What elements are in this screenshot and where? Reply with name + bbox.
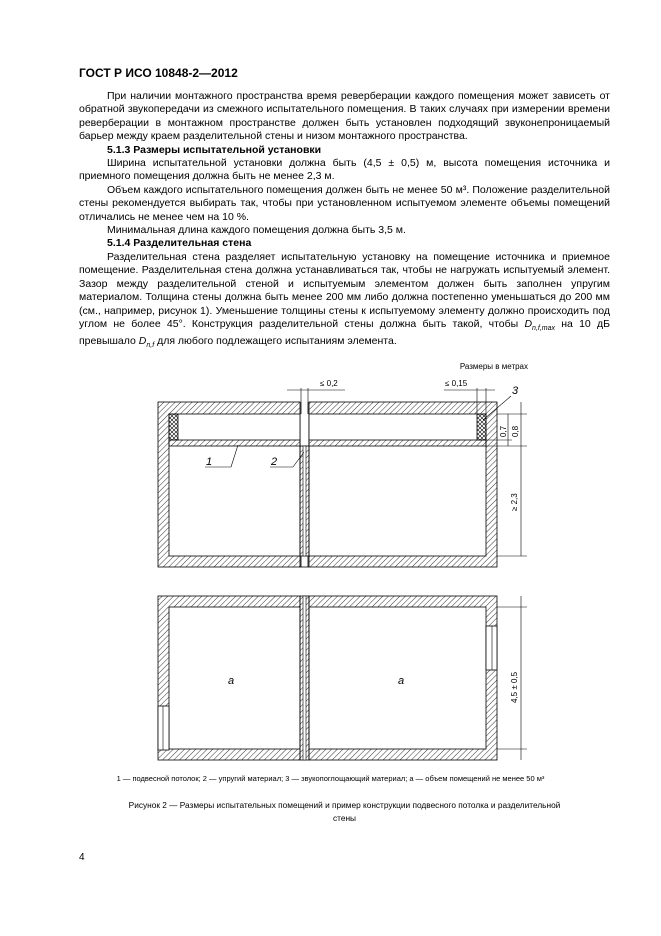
- paragraph-min-length: Минимальная длина каждого помещения должна быть 3,5 м.: [107, 224, 406, 237]
- door-right: [486, 626, 497, 670]
- units-note: Размеры в метрах: [459, 362, 528, 371]
- absorbing-material-left: [169, 414, 178, 440]
- label-1: 1: [206, 456, 213, 468]
- label-3: 3: [512, 385, 519, 397]
- plan-view: [158, 596, 527, 760]
- paragraph-width-height: Ширина испытательной установки должна быть (4,5 ± 0,5) м, высота помещения источника и приемного помещения должна быть не менее 2,3 м.: [79, 157, 610, 183]
- section-view: [158, 379, 527, 567]
- suspended-ceiling-left: [169, 440, 300, 446]
- dividing-wall-text: Разделительная стена разделяет испытательную установку на помещение источника и приемное помещение. Разделительная стена должна устанавливаться так, чтобы не нагружать испытуемый элемент. Зазор между разделительной стеной и испытуемым элементом должен быть заполнен упругим материалом. Толщина стены должна быть менее 200 мм либо должна постепенно уменьшаться до 200 мм (см., например, рисунок 1). Уменьшение толщины стены к испытуемому элементу должно происходить под углом не более 45°. Конструкция разделительной стены должна быть такой, чтобы: [79, 250, 610, 330]
- symbol-dnf: $D_{n,f}$: [138, 335, 155, 350]
- document-header: ГОСТ Р ИСО 10848-2—2012: [79, 66, 238, 80]
- dim-07: 0,7: [499, 425, 508, 437]
- dim-width: 4,5 ± 0,5: [510, 671, 519, 703]
- dim-08: 0,8: [511, 425, 520, 437]
- dividing-wall-text-2: на 10 дБ превышало: [79, 317, 611, 348]
- section-heading-5-1-4: 5.1.4 Разделительная стена: [107, 237, 252, 250]
- door-left: [158, 706, 169, 750]
- caption-line-2: стены: [332, 813, 356, 823]
- elastic-material: [303, 446, 306, 556]
- dim-gap-right: ≤ 0,15: [445, 379, 468, 388]
- paragraph-volume: Объем каждого испытательного помещения должен быть не менее 50 м³. Положение разделительной стены рекомендуется выбирать так, чтобы при установленном испытуемом элементе объемы помещений отличались не менее чем на 10 %.: [79, 183, 610, 223]
- symbol-dnfmax: $D_{n,f,max}$: [524, 317, 555, 332]
- room-label-right: a: [398, 675, 405, 687]
- suspended-ceiling-right: [309, 440, 486, 446]
- section-heading-5-1-3: 5.1.3 Размеры испытательной установки: [107, 143, 322, 156]
- dim-gap-left: ≤ 0,2: [320, 379, 338, 388]
- figure-caption: [79, 799, 610, 825]
- figure-legend: 1 — подвесной потолок; 2 — упругий материал; 3 — звукопоглощающий материал; a — объем помещений не менее 50 м³: [116, 774, 545, 783]
- dim-height: ≥ 2,3: [510, 493, 519, 511]
- caption-line-1: Рисунок 2 — Размеры испытательных помещений и пример конструкции подвесного потолка и разделительной: [128, 800, 561, 810]
- paragraph-reverberation: При наличии монтажного пространства время реверберации каждого помещения может зависеть от обратной звукопередачи из смежного испытательного помещения. В таких случаях при измерении времени реверберации в монтажном пространстве должен быть установлен подходящий звуконепроницаемый барьер между краем разделительной стены и низом монтажного пространства.: [79, 90, 610, 143]
- page-number: 4: [79, 852, 85, 863]
- label-2: 2: [271, 456, 278, 468]
- absorbing-material-right: [477, 414, 486, 440]
- room-label-left: a: [228, 675, 235, 687]
- dividing-wall-text-3: для любого подлежащего испытаниям элемента.: [154, 335, 397, 348]
